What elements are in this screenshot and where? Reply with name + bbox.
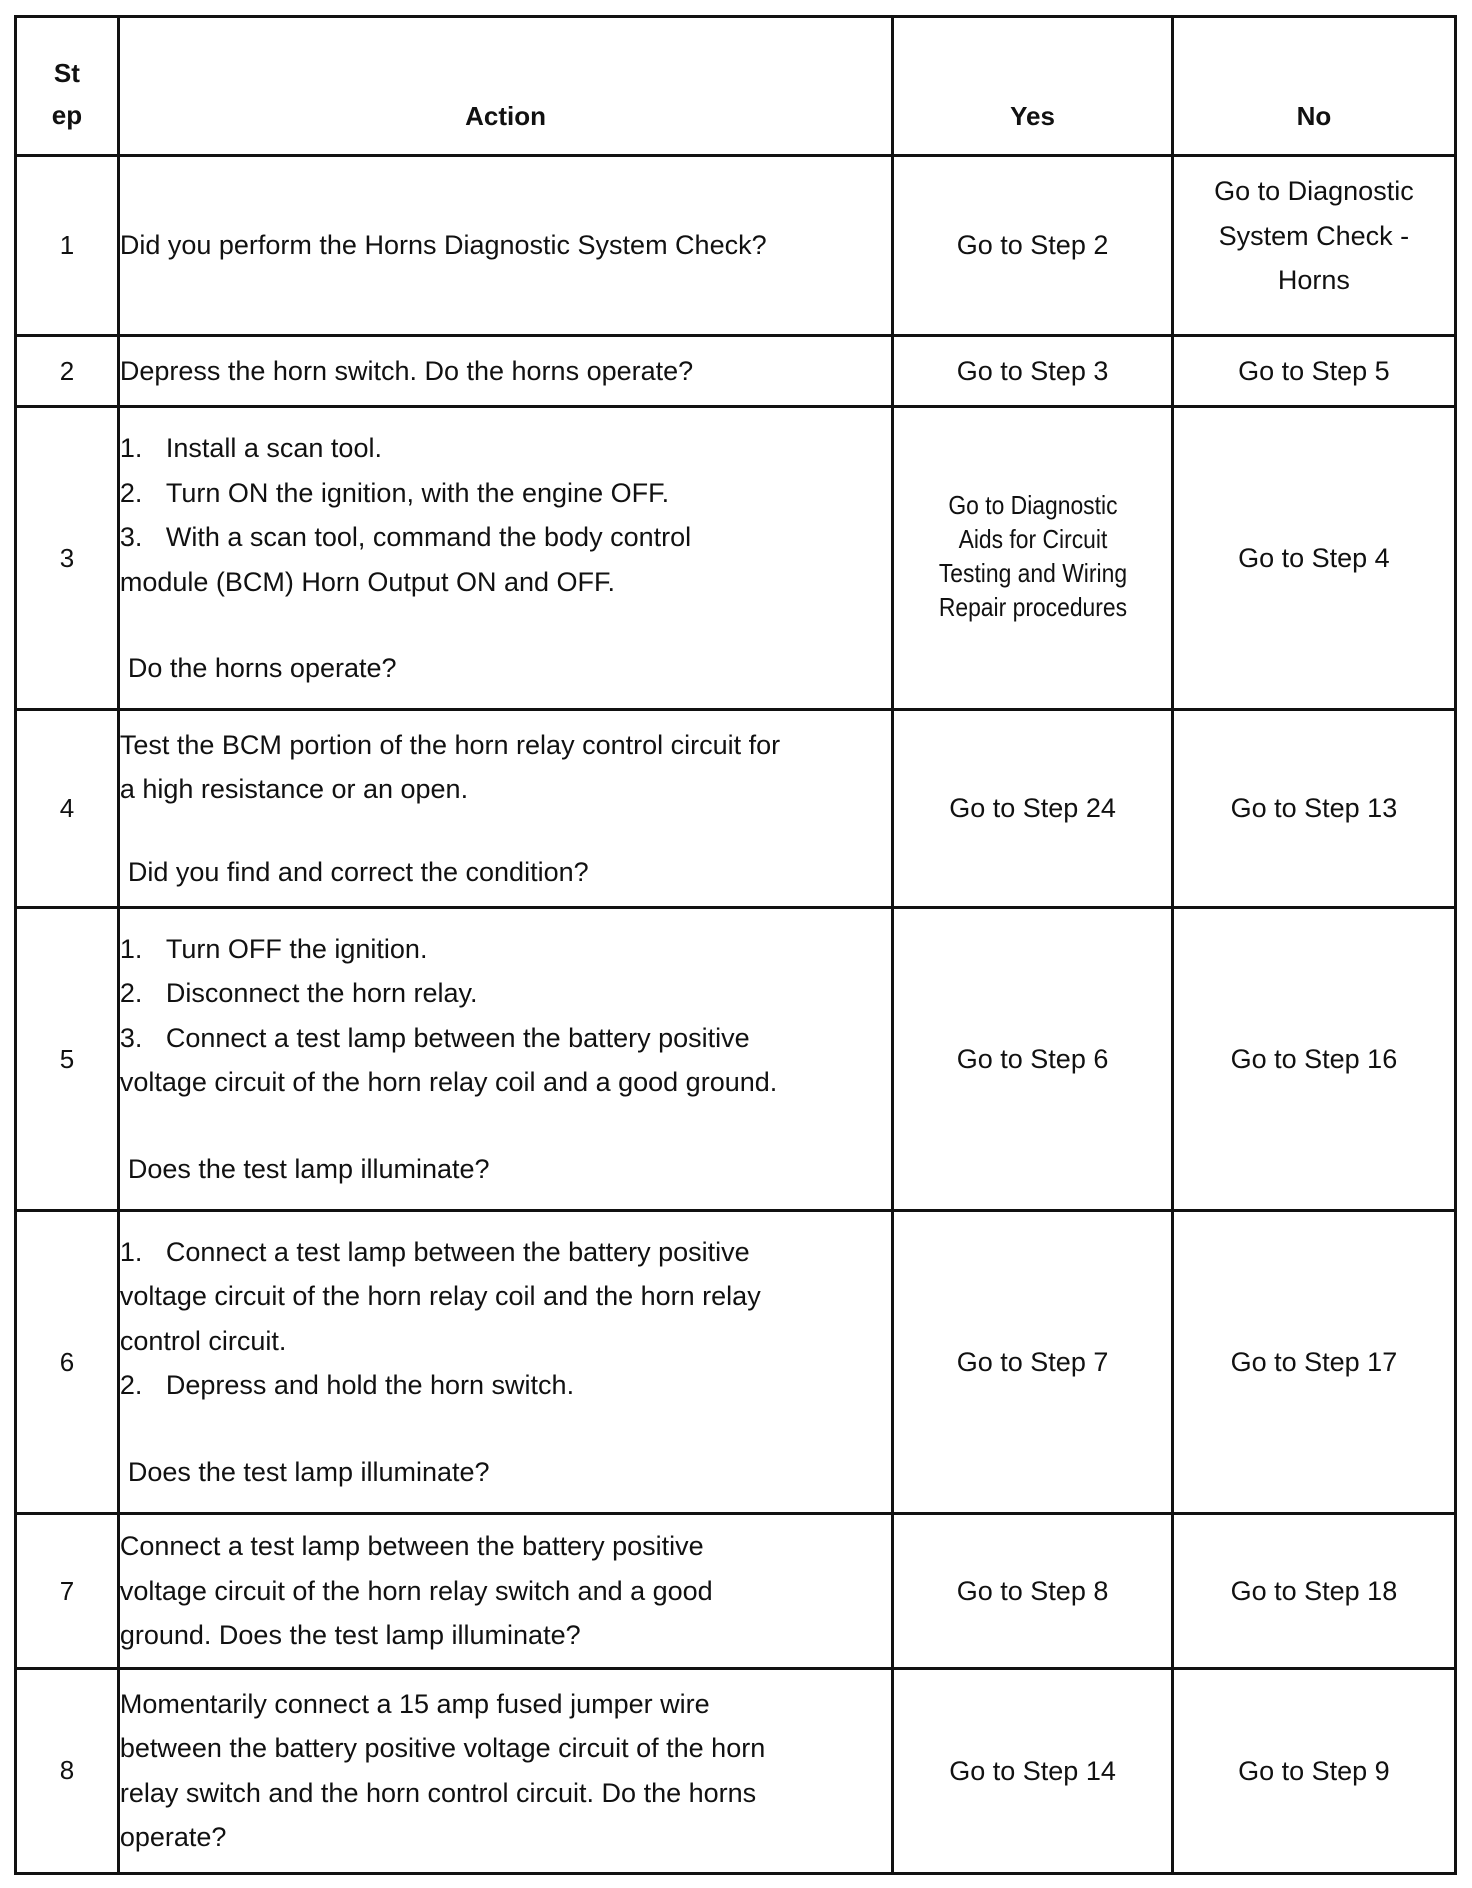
header-row bbox=[16, 17, 1456, 156]
no-cell: Go to Diagnostic System Check - Horns bbox=[1172, 156, 1455, 336]
question-text: Do the horns operate? bbox=[127, 653, 397, 684]
no-cell: Go to Step 18 bbox=[1172, 1514, 1455, 1669]
step-number: 1 bbox=[16, 156, 119, 336]
yes-cell bbox=[893, 407, 1173, 710]
list-item: 3. With a scan tool, command the body control bbox=[119, 522, 692, 553]
no-cell: Go to Step 5 bbox=[1172, 335, 1455, 406]
step-number: 4 bbox=[16, 710, 119, 908]
action-text: Test the BCM portion of the horn relay control circuit for a high resistance or an open. Did you find and correct the condition? bbox=[118, 710, 892, 908]
no-cell: Go to Step 9 bbox=[1172, 1668, 1455, 1873]
no-cell: Go to Step 16 bbox=[1172, 908, 1455, 1211]
yes-cell: Go to Step 7 bbox=[893, 1211, 1173, 1514]
action-text: 1. Turn OFF the ignition. 2. Disconnect the horn relay. 3. Connect a test lamp between the battery positive voltage circuit of the horn relay coil and a good ground. Does the test lamp illuminate? bbox=[118, 908, 892, 1211]
list-item: 2. Disconnect the horn relay. bbox=[119, 978, 478, 1009]
yes-cell: Go to Step 3 bbox=[893, 335, 1173, 406]
step-number: 8 bbox=[16, 1668, 119, 1873]
header-yes: Yes bbox=[893, 17, 1173, 156]
list-item: 3. Connect a test lamp between the battery positive bbox=[119, 1022, 750, 1053]
list-item: 2. Depress and hold the horn switch. bbox=[119, 1370, 575, 1401]
table-row bbox=[16, 335, 1456, 406]
yes-cell: Go to Step 2 bbox=[893, 156, 1173, 336]
step-number: 2 bbox=[16, 335, 119, 406]
action-text: Did you perform the Horns Diagnostic System Check? bbox=[118, 156, 892, 336]
header-step: St ep bbox=[16, 17, 119, 156]
question-text: Does the test lamp illuminate? bbox=[127, 1456, 490, 1487]
question-text: Did you find and correct the condition? bbox=[127, 856, 589, 887]
yes-cell: Go to Step 8 bbox=[893, 1514, 1173, 1669]
step-number: 7 bbox=[16, 1514, 119, 1669]
action-text: 1. Connect a test lamp between the battery positive voltage circuit of the horn relay coil and the horn relay control circuit. 2. Depress and hold the horn switch. Does the test lamp illuminate? bbox=[118, 1211, 892, 1514]
step-number: 6 bbox=[16, 1211, 119, 1514]
list-item: 2. Turn ON the ignition, with the engine OFF. bbox=[119, 477, 670, 508]
table-row bbox=[16, 908, 1456, 1211]
table-row bbox=[16, 1211, 1456, 1514]
action-text: 1. Install a scan tool. 2. Turn ON the ignition, with the engine OFF. 3. With a scan tool, command the body control module (BCM) Horn Output ON and OFF. Do the horns operate? bbox=[118, 407, 892, 710]
header-no: No bbox=[1172, 17, 1455, 156]
step-number: 3 bbox=[16, 407, 119, 710]
header-action: Action bbox=[118, 17, 892, 156]
step-number: 5 bbox=[16, 908, 119, 1211]
yes-cell: Go to Step 6 bbox=[893, 908, 1173, 1211]
table-row bbox=[16, 1514, 1456, 1669]
action-text: Depress the horn switch. Do the horns operate? bbox=[118, 335, 892, 406]
table-row bbox=[16, 710, 1456, 908]
yes-cell: Go to Step 24 bbox=[893, 710, 1173, 908]
table-row bbox=[16, 156, 1456, 336]
no-cell: Go to Step 4 bbox=[1172, 407, 1455, 710]
no-cell: Go to Step 13 bbox=[1172, 710, 1455, 908]
list-item: 1. Install a scan tool. bbox=[119, 433, 382, 464]
diagnostic-table bbox=[14, 15, 1457, 1875]
action-text: Momentarily connect a 15 amp fused jumper wire between the battery positive voltage circuit of the horn relay switch and the horn control circuit. Do the horns operate? bbox=[118, 1668, 892, 1873]
yes-cell: Go to Step 14 bbox=[893, 1668, 1173, 1873]
table-row bbox=[16, 407, 1456, 710]
question-text: Does the test lamp illuminate? bbox=[127, 1153, 490, 1184]
list-item: 1. Turn OFF the ignition. bbox=[119, 933, 428, 964]
yes-reference: Go to Diagnostic Aids for Circuit Testing and Wiring Repair procedures bbox=[938, 489, 1127, 622]
action-text: Connect a test lamp between the battery positive voltage circuit of the horn relay switch and a good ground. Does the test lamp illuminate? bbox=[118, 1514, 892, 1669]
table-row bbox=[16, 1668, 1456, 1873]
list-item: 1. Connect a test lamp between the battery positive bbox=[119, 1236, 750, 1267]
no-cell: Go to Step 17 bbox=[1172, 1211, 1455, 1514]
